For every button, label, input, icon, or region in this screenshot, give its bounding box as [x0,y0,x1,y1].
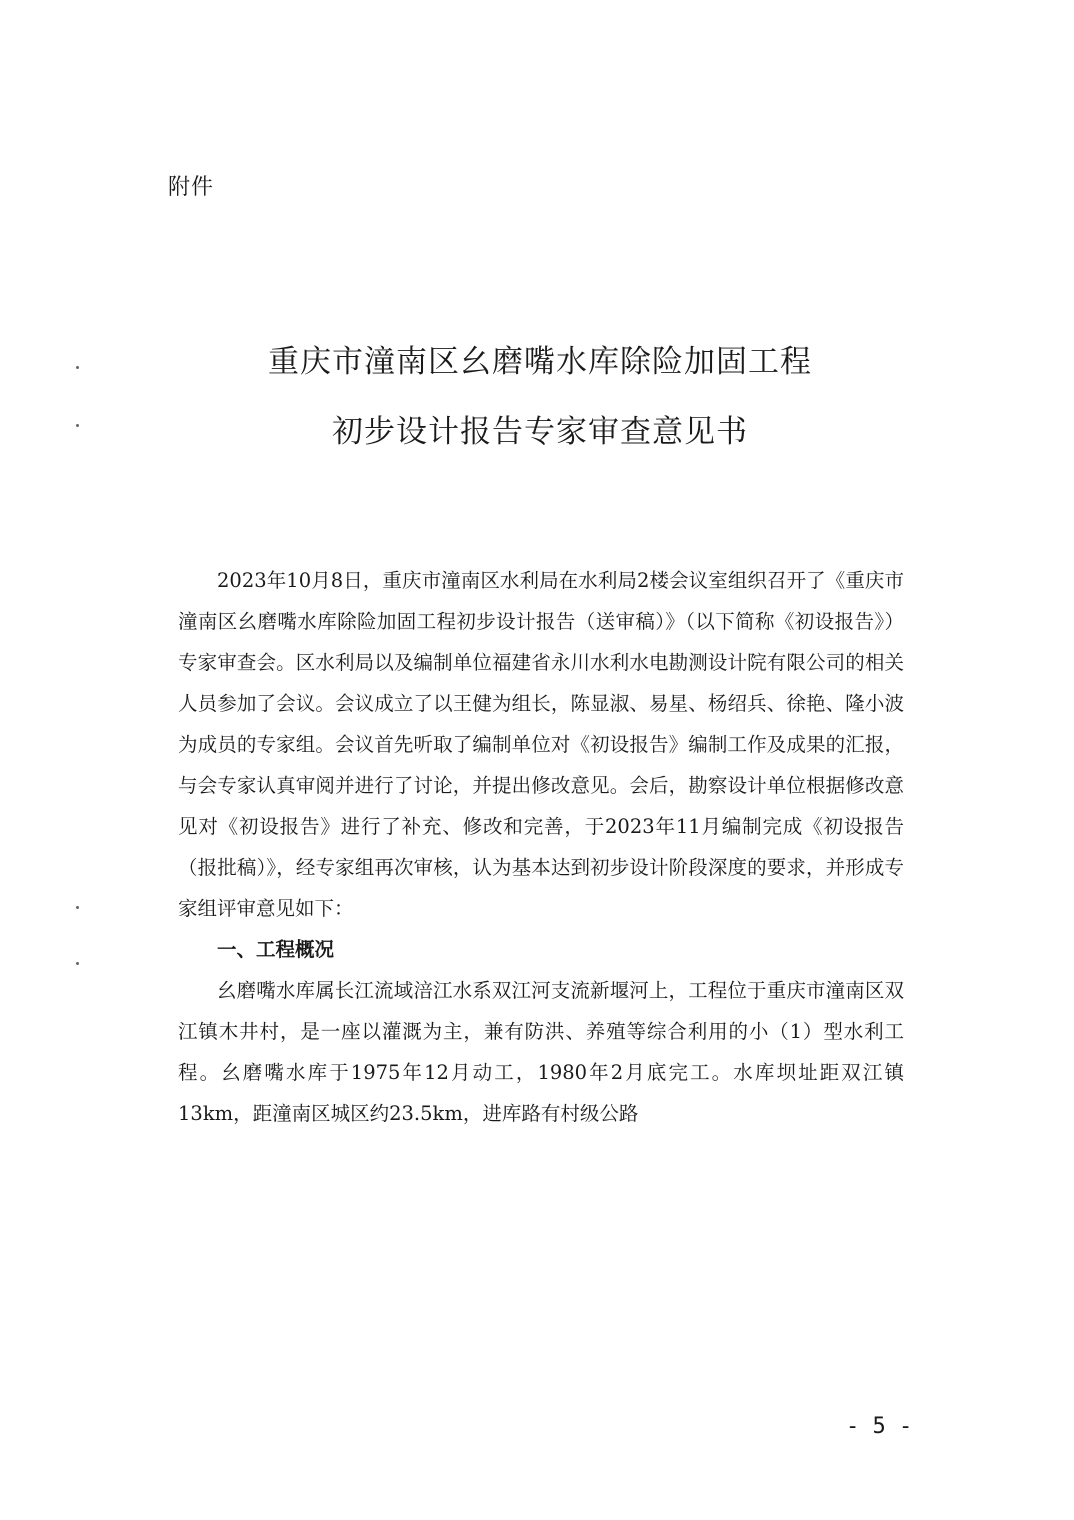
document-title-line1: 重庆市潼南区幺磨嘴水库除险加固工程 [268,344,812,380]
scan-speck [76,424,79,427]
scan-speck [76,962,79,965]
scan-speck [76,366,79,369]
page-number: - 5 - [846,1414,913,1439]
paragraph-project-overview: 幺磨嘴水库属长江流域涪江水系双江河支流新堰河上，工程位于重庆市潼南区双江镇木井村，是一座以灌溉为主，兼有防洪、养殖等综合利用的小（1）型水利工程。幺磨嘴水库于1975年12月动工，1980年2月底完工。水库坝址距双江镇13km，距潼南区城区约23.5km，进库路有村级公路 [178,979,904,1125]
document-title-line2: 初步设计报告专家审查意见书 [332,414,748,450]
section-heading-project-overview: 一、工程概况 [217,938,335,961]
scan-speck [76,906,79,909]
paragraph-meeting-summary: 2023年10月8日，重庆市潼南区水利局在水利局2楼会议室组织召开了《重庆市潼南区幺磨嘴水库除险加固工程初步设计报告（送审稿）》（以下简称《初设报告》）专家审查会。区水利局以及编制单位福建省永川水利水电勘测设计院有限公司的相关人员参加了会议。会议成立了以王健为组长，陈显淑、易星、杨绍兵、徐艳、隆小波为成员的专家组。会议首先听取了编制单位对《初设报告》编制工作及成果的汇报，与会专家认真审阅并进行了讨论，并提出修改意见。会后，勘察设计单位根据修改意见对《初设报告》进行了补充、修改和完善，于2023年11月编制完成《初设报告（报批稿）》，经专家组再次审核，认为基本达到初步设计阶段深度的要求，并形成专家组评审意见如下： [178,569,904,920]
attachment-label: 附件 [168,175,215,200]
document-body [178,560,904,1134]
